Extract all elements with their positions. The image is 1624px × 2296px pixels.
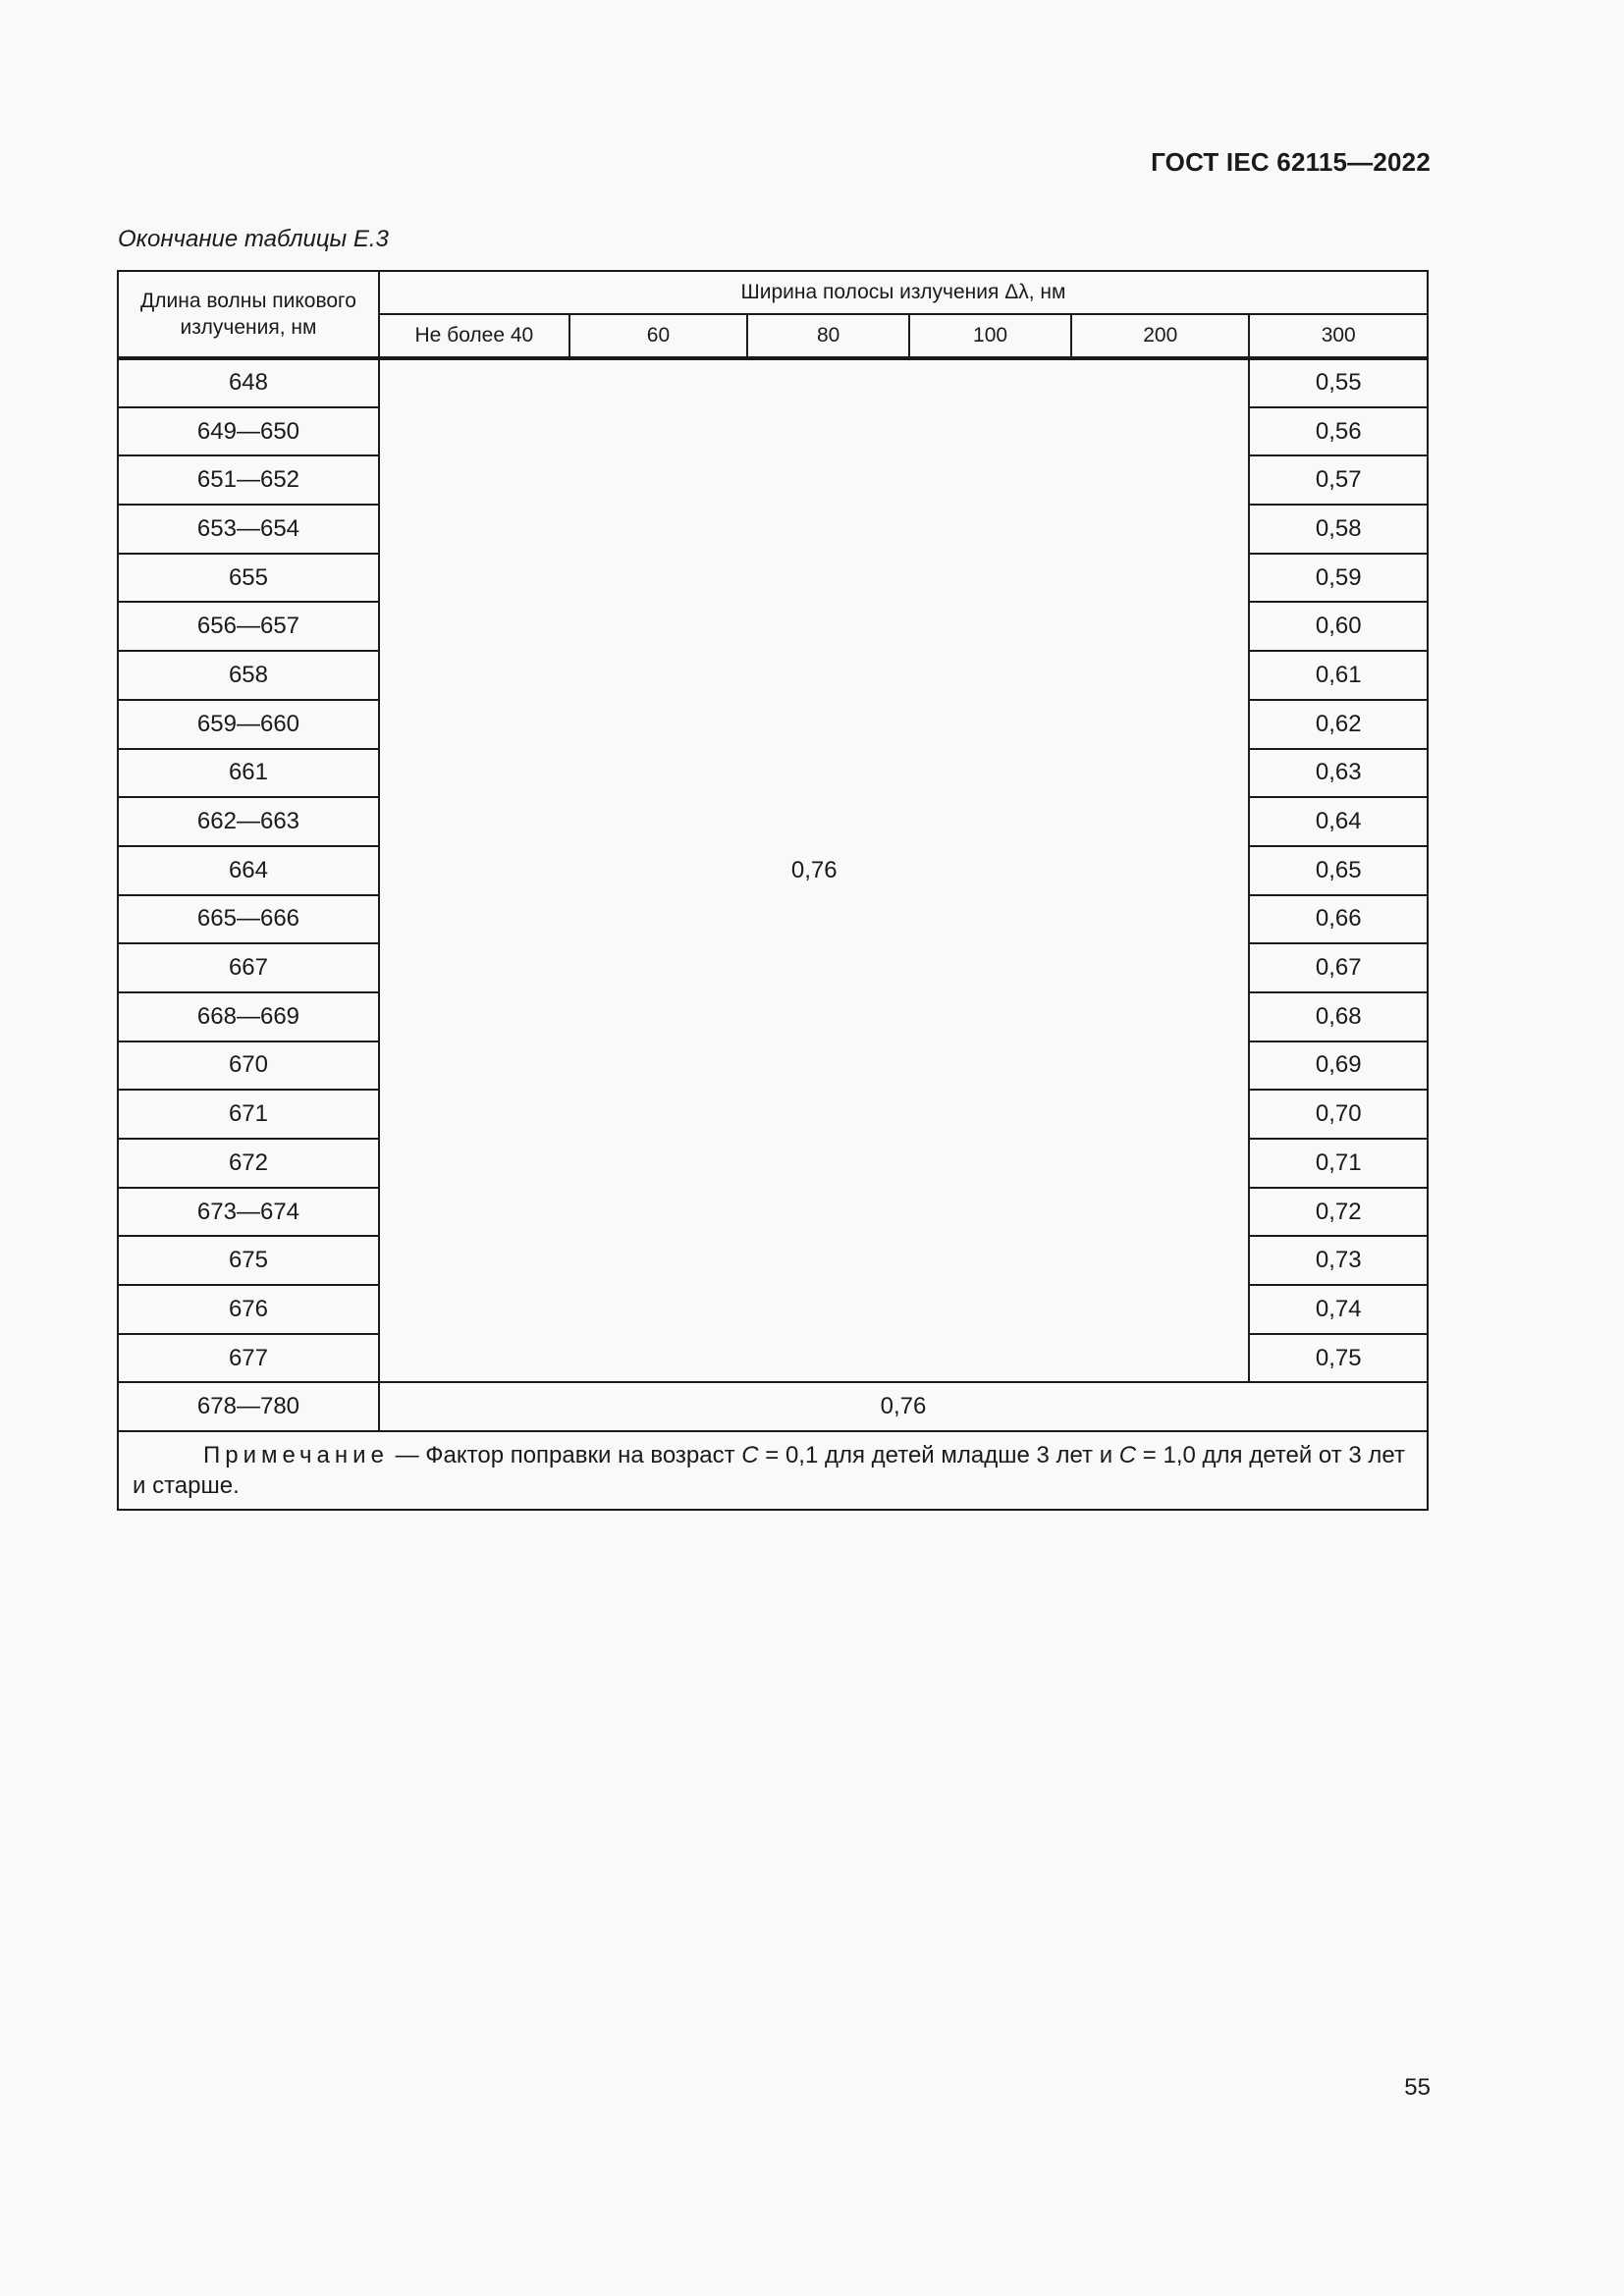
wavelength-cell: 658 <box>118 651 379 700</box>
value-300-cell: 0,61 <box>1249 651 1428 700</box>
value-300-cell: 0,63 <box>1249 749 1428 798</box>
wavelength-cell: 656—657 <box>118 602 379 651</box>
value-300-cell: 0,66 <box>1249 895 1428 944</box>
standard-code: ГОСТ IEC 62115—2022 <box>1151 147 1431 177</box>
wavelength-cell: 668—669 <box>118 992 379 1041</box>
wavelength-column-header: Длина волны пикового излучения, нм <box>118 271 379 358</box>
wavelength-cell: 662—663 <box>118 797 379 846</box>
merged-value-cell-last: 0,76 <box>379 1382 1428 1431</box>
note-text: — Фактор поправки на возраст <box>388 1442 742 1469</box>
wavelength-cell: 667 <box>118 943 379 992</box>
value-300-cell: 0,55 <box>1249 358 1428 407</box>
bandwidth-column-header: Ширина полосы излучения Δλ, нм <box>379 271 1428 314</box>
table-row-last <box>118 1382 1428 1431</box>
value-300-cell: 0,57 <box>1249 455 1428 505</box>
note-label: Примечание <box>203 1442 389 1469</box>
bandwidth-column-5: 300 <box>1249 314 1428 358</box>
page-number: 55 <box>1404 2074 1431 2101</box>
value-300-cell: 0,58 <box>1249 505 1428 554</box>
table-note <box>118 1431 1428 1510</box>
value-300-cell: 0,59 <box>1249 554 1428 603</box>
wavelength-cell: 673—674 <box>118 1188 379 1237</box>
value-300-cell: 0,56 <box>1249 407 1428 456</box>
wavelength-cell: 665—666 <box>118 895 379 944</box>
table-body <box>118 358 1428 1510</box>
wavelength-cell: 659—660 <box>118 700 379 749</box>
wavelength-cell: 655 <box>118 554 379 603</box>
note-variable: C <box>1118 1442 1137 1469</box>
value-300-cell: 0,74 <box>1249 1285 1428 1334</box>
table-header <box>118 271 1428 358</box>
note-text: = 1,0 для детей от 3 лет и старше. <box>133 1442 1405 1500</box>
note-text: = 0,1 для детей младше 3 лет и <box>758 1442 1119 1469</box>
wavelength-cell: 678—780 <box>118 1382 379 1431</box>
merged-value-cell: 0,76 <box>379 358 1250 1382</box>
wavelength-cell: 651—652 <box>118 455 379 505</box>
bandwidth-column-4: 200 <box>1071 314 1249 358</box>
wavelength-cell: 649—650 <box>118 407 379 456</box>
wavelength-table <box>117 270 1429 1511</box>
value-300-cell: 0,60 <box>1249 602 1428 651</box>
value-300-cell: 0,69 <box>1249 1041 1428 1091</box>
wavelength-cell: 671 <box>118 1090 379 1139</box>
value-300-cell: 0,65 <box>1249 846 1428 895</box>
bandwidth-column-0: Не более 40 <box>379 314 569 358</box>
wavelength-cell: 677 <box>118 1334 379 1383</box>
bandwidth-column-1: 60 <box>569 314 747 358</box>
bandwidth-column-2: 80 <box>747 314 909 358</box>
note-variable: C <box>741 1442 759 1469</box>
wavelength-cell: 670 <box>118 1041 379 1091</box>
table-caption: Окончание таблицы Е.3 <box>118 226 389 252</box>
value-300-cell: 0,67 <box>1249 943 1428 992</box>
wavelength-cell: 672 <box>118 1139 379 1188</box>
value-300-cell: 0,68 <box>1249 992 1428 1041</box>
value-300-cell: 0,75 <box>1249 1334 1428 1383</box>
value-300-cell: 0,73 <box>1249 1236 1428 1285</box>
note-row <box>118 1431 1428 1510</box>
wavelength-cell: 653—654 <box>118 505 379 554</box>
value-300-cell: 0,64 <box>1249 797 1428 846</box>
wavelength-cell: 661 <box>118 749 379 798</box>
bandwidth-column-3: 100 <box>909 314 1071 358</box>
value-300-cell: 0,72 <box>1249 1188 1428 1237</box>
wavelength-cell: 648 <box>118 358 379 407</box>
value-300-cell: 0,71 <box>1249 1139 1428 1188</box>
value-300-cell: 0,70 <box>1249 1090 1428 1139</box>
wavelength-cell: 675 <box>118 1236 379 1285</box>
wavelength-cell: 664 <box>118 846 379 895</box>
value-300-cell: 0,62 <box>1249 700 1428 749</box>
wavelength-cell: 676 <box>118 1285 379 1334</box>
table-row <box>118 358 1428 407</box>
